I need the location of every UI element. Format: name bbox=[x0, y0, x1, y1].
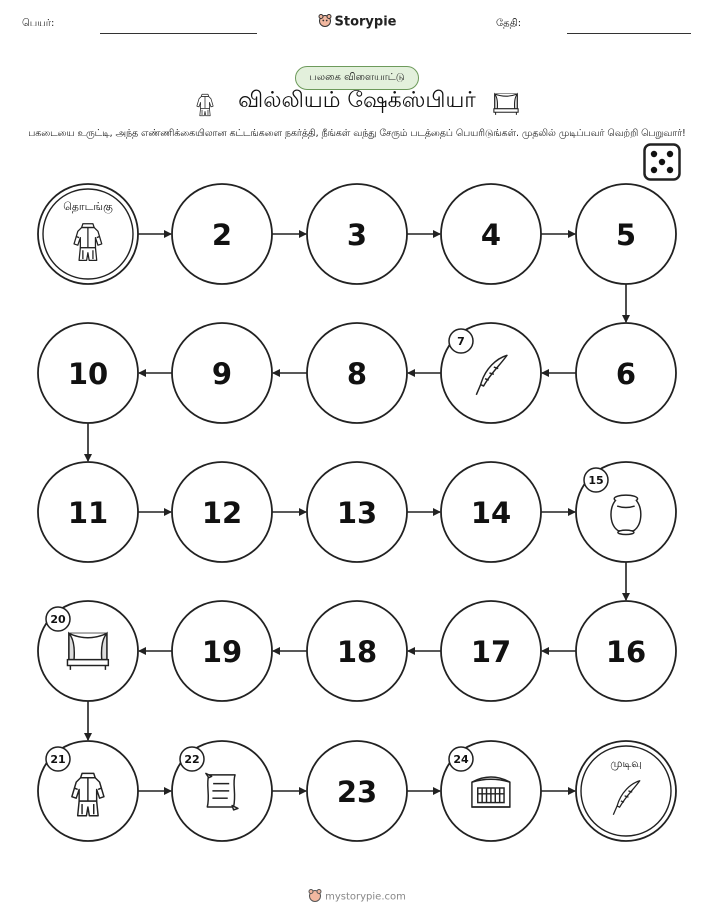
space-number: 7 bbox=[457, 335, 465, 348]
board-space-21 bbox=[38, 741, 138, 841]
board-space-20 bbox=[38, 601, 138, 701]
space-number: 9 bbox=[211, 357, 233, 391]
board-space-2 bbox=[172, 184, 272, 284]
space-number: 21 bbox=[50, 753, 66, 766]
footer-url: mystorypie.com bbox=[325, 891, 406, 903]
globe-theatre-icon bbox=[472, 777, 510, 807]
board-space-8 bbox=[307, 323, 407, 423]
board-space-16 bbox=[576, 601, 676, 701]
board-space-10 bbox=[38, 323, 138, 423]
space-number: 14 bbox=[470, 496, 512, 530]
stage-icon bbox=[67, 633, 108, 670]
space-number: 11 bbox=[67, 496, 109, 530]
start-label: தொடங்கு bbox=[63, 200, 113, 213]
brand-name: Storypie bbox=[334, 14, 397, 30]
space-number: 2 bbox=[211, 218, 233, 252]
space-number: 20 bbox=[50, 613, 66, 626]
board-space-22 bbox=[172, 741, 272, 841]
board-space-15 bbox=[576, 462, 676, 562]
space-number: 18 bbox=[336, 635, 378, 669]
finish-label: முடிவு bbox=[610, 757, 642, 770]
space-number: 5 bbox=[615, 218, 637, 252]
name-label: பெயர்: bbox=[22, 18, 55, 29]
instructions: பகடையை உருட்டி, அந்த எண்ணிக்கையிலான கட்டங்களை நகர்த்தி, நீங்கள் வந்து சேரும் படத்தைப் பெயரிடுங்கள். முதலில் முடிப்பவர் வெற்றி பெறுவார்! bbox=[28, 128, 686, 139]
board-space-14 bbox=[441, 462, 541, 562]
space-number: 19 bbox=[201, 635, 243, 669]
space-number: 10 bbox=[67, 357, 109, 391]
date-label: தேதி: bbox=[496, 18, 522, 29]
footer bbox=[0, 888, 714, 905]
board-space-12 bbox=[172, 462, 272, 562]
space-number: 3 bbox=[346, 218, 368, 252]
space-number: 8 bbox=[346, 357, 368, 391]
space-number: 23 bbox=[336, 775, 378, 809]
space-number: 4 bbox=[480, 218, 502, 252]
board-space-9 bbox=[172, 323, 272, 423]
space-number: 24 bbox=[453, 753, 469, 766]
board-space-19 bbox=[172, 601, 272, 701]
board-space-18 bbox=[307, 601, 407, 701]
board-space-5 bbox=[576, 184, 676, 284]
space-number: 22 bbox=[184, 753, 200, 766]
page-title: வில்லியம் ஷேக்ஸ்பியர் bbox=[238, 88, 476, 113]
board-space-13 bbox=[307, 462, 407, 562]
space-number: 13 bbox=[336, 496, 378, 530]
board-space-7 bbox=[441, 323, 541, 423]
pot-icon bbox=[611, 495, 641, 534]
board-space-23 bbox=[307, 741, 407, 841]
board-space-11 bbox=[38, 462, 138, 562]
space-number: 16 bbox=[605, 635, 647, 669]
board-space-17 bbox=[441, 601, 541, 701]
board-space-4 bbox=[441, 184, 541, 284]
board-space-3 bbox=[307, 184, 407, 284]
board-game-badge: பலகை விளையாட்டு bbox=[295, 66, 419, 90]
space-number: 12 bbox=[201, 496, 243, 530]
space-number: 15 bbox=[588, 474, 604, 487]
start-space bbox=[38, 184, 138, 284]
board-space-6 bbox=[576, 323, 676, 423]
space-number: 17 bbox=[470, 635, 512, 669]
board-space-24 bbox=[441, 741, 541, 841]
space-number: 6 bbox=[615, 357, 637, 391]
scroll-icon bbox=[206, 773, 238, 810]
finish-space bbox=[576, 741, 676, 841]
storypie-logo-icon bbox=[308, 888, 322, 905]
